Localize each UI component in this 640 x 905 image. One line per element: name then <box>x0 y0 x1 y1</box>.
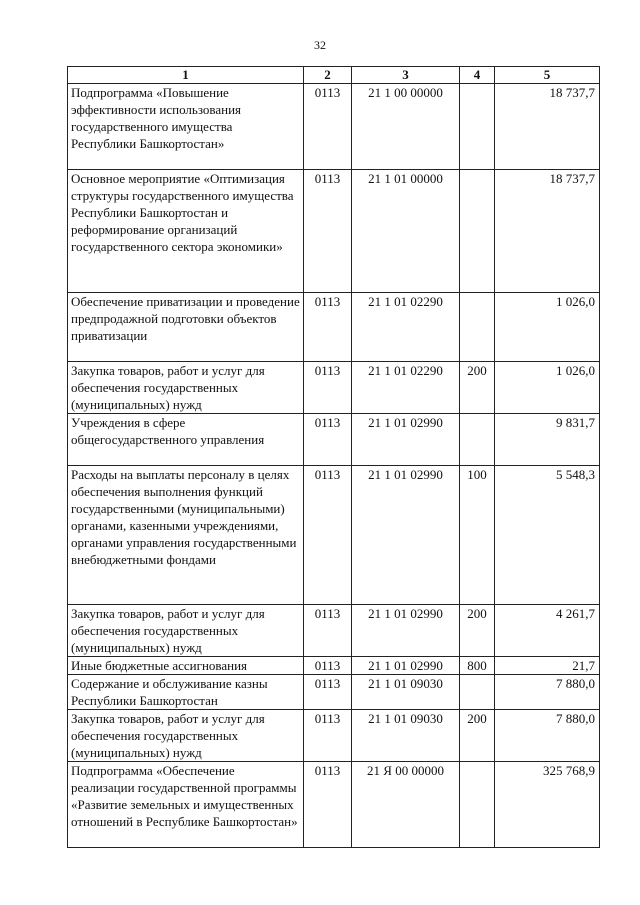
table-row <box>68 657 600 675</box>
row-kind <box>460 84 495 170</box>
budget-table <box>67 66 600 848</box>
row-target: 21 Я 00 00000 <box>352 762 460 848</box>
row-amount: 7 880,0 <box>495 710 600 762</box>
header-col-5: 5 <box>495 67 600 84</box>
row-target: 21 1 01 00000 <box>352 170 460 293</box>
row-amount: 18 737,7 <box>495 84 600 170</box>
table-row <box>68 710 600 762</box>
table-row <box>68 466 600 605</box>
row-target: 21 1 01 02990 <box>352 466 460 605</box>
row-amount: 1 026,0 <box>495 293 600 362</box>
table-header-row <box>68 67 600 84</box>
table-row <box>68 170 600 293</box>
row-kind: 200 <box>460 605 495 657</box>
table-row <box>68 414 600 466</box>
row-section: 0113 <box>304 675 352 710</box>
row-kind <box>460 293 495 362</box>
row-kind <box>460 170 495 293</box>
row-name: Закупка товаров, работ и услуг для обеспечения государственных (муниципальных) нужд <box>68 362 304 414</box>
row-kind: 200 <box>460 710 495 762</box>
row-name: Иные бюджетные ассигнования <box>68 657 304 675</box>
row-kind <box>460 414 495 466</box>
row-name: Подпрограмма «Обеспечение реализации государственной программы «Развитие земельных и имущественных отношений в Республике Башкортостан» <box>68 762 304 848</box>
row-section: 0113 <box>304 605 352 657</box>
row-amount: 21,7 <box>495 657 600 675</box>
row-amount: 1 026,0 <box>495 362 600 414</box>
row-section: 0113 <box>304 84 352 170</box>
row-amount: 5 548,3 <box>495 466 600 605</box>
row-target: 21 1 01 02990 <box>352 605 460 657</box>
row-kind <box>460 762 495 848</box>
table-row <box>68 362 600 414</box>
row-target: 21 1 01 09030 <box>352 675 460 710</box>
header-col-4: 4 <box>460 67 495 84</box>
row-target: 21 1 01 09030 <box>352 710 460 762</box>
page-number: 32 <box>314 38 326 52</box>
row-section: 0113 <box>304 414 352 466</box>
row-name: Закупка товаров, работ и услуг для обеспечения государственных (муниципальных) нужд <box>68 710 304 762</box>
row-amount: 7 880,0 <box>495 675 600 710</box>
row-section: 0113 <box>304 466 352 605</box>
table-row <box>68 675 600 710</box>
row-amount: 4 261,7 <box>495 605 600 657</box>
row-target: 21 1 01 02290 <box>352 293 460 362</box>
row-name: Расходы на выплаты персоналу в целях обеспечения выполнения функций государственными (муниципальными) органами, казенными учреждениями, органами управления государственными внебюджетными фондами <box>68 466 304 605</box>
row-name: Обеспечение приватизации и проведение предпродажной подготовки объектов приватизации <box>68 293 304 362</box>
budget-table-container <box>67 66 600 848</box>
row-kind <box>460 675 495 710</box>
row-name: Закупка товаров, работ и услуг для обеспечения государственных (муниципальных) нужд <box>68 605 304 657</box>
row-kind: 800 <box>460 657 495 675</box>
row-section: 0113 <box>304 170 352 293</box>
table-row <box>68 762 600 848</box>
row-target: 21 1 01 02290 <box>352 362 460 414</box>
row-name: Содержание и обслуживание казны Республики Башкортостан <box>68 675 304 710</box>
row-kind: 200 <box>460 362 495 414</box>
table-row <box>68 605 600 657</box>
row-target: 21 1 01 02990 <box>352 657 460 675</box>
row-section: 0113 <box>304 657 352 675</box>
header-col-3: 3 <box>352 67 460 84</box>
row-target: 21 1 01 02990 <box>352 414 460 466</box>
header-col-2: 2 <box>304 67 352 84</box>
row-section: 0113 <box>304 362 352 414</box>
row-target: 21 1 00 00000 <box>352 84 460 170</box>
row-section: 0113 <box>304 293 352 362</box>
row-amount: 325 768,9 <box>495 762 600 848</box>
row-amount: 9 831,7 <box>495 414 600 466</box>
row-name: Основное мероприятие «Оптимизация структуры государственного имущества Республики Башкортостан и реформирование организаций государственного сектора экономики» <box>68 170 304 293</box>
row-amount: 18 737,7 <box>495 170 600 293</box>
row-section: 0113 <box>304 762 352 848</box>
row-name: Подпрограмма «Повышение эффективности использования государственного имущества Республики Башкортостан» <box>68 84 304 170</box>
table-body <box>68 84 600 848</box>
row-name: Учреждения в сфере общегосударственного управления <box>68 414 304 466</box>
table-row <box>68 84 600 170</box>
row-section: 0113 <box>304 710 352 762</box>
row-kind: 100 <box>460 466 495 605</box>
table-row <box>68 293 600 362</box>
header-col-1: 1 <box>68 67 304 84</box>
